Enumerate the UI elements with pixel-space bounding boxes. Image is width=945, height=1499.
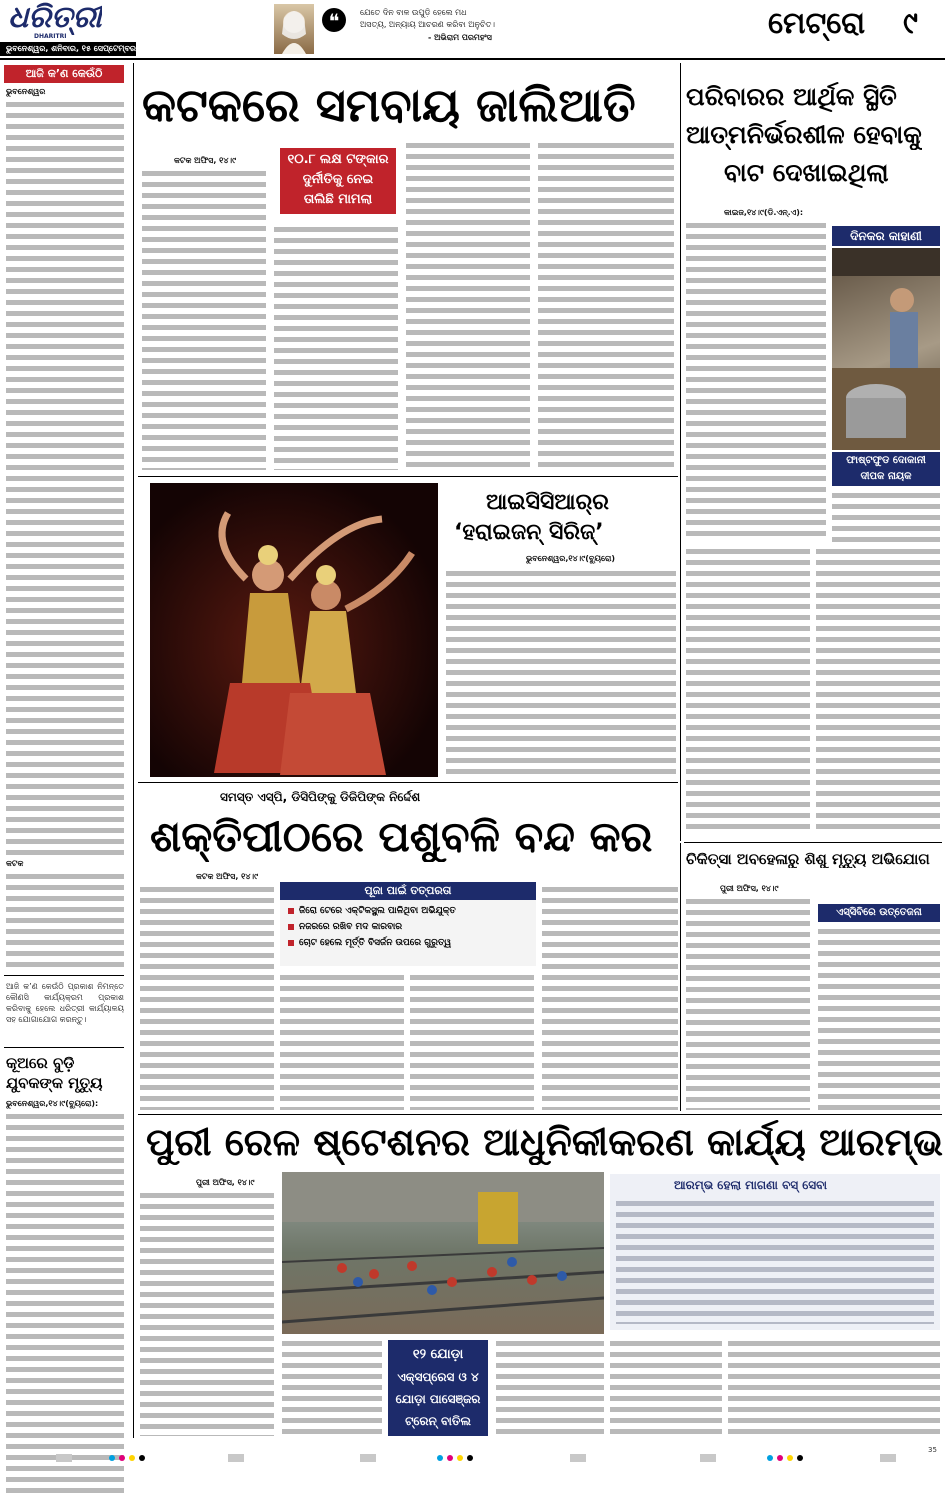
puri-col-1 — [140, 1190, 274, 1436]
sidebar-city-1: ଭୁବନେଶ୍ୱର — [6, 87, 46, 96]
fastfood-stall-photo — [832, 248, 940, 450]
shakti-box — [280, 882, 536, 966]
family-caption-2: ଦୀପକ ନାୟକ — [860, 471, 912, 482]
page-number: ୯ — [903, 6, 918, 41]
shakti-col-3 — [410, 972, 534, 1110]
shakti-col-1 — [140, 884, 274, 1110]
quote-line-2: ଅସତ୍ୟ, ଅନ୍ୟାୟ ଆଚରଣ କରିବା ଅନୁଚିତ। — [360, 20, 496, 29]
family-headline-3: ବାଟ ଦେଖାଇଥିଲା — [724, 158, 889, 187]
family-photo — [832, 248, 940, 450]
child-col-2 — [818, 926, 940, 1110]
child-top-rule — [684, 842, 942, 843]
print-registration-bar — [0, 1446, 945, 1472]
child-headline: ଚିକିତ୍ସା ଅବହେଳାରୁ ଶିଶୁ ମୃତ୍ୟୁ ଅଭିଯୋଗ — [686, 850, 930, 868]
quote-mark-icon: ❝ — [322, 8, 346, 32]
lead-box-line-2: ଦୁର୍ନୀତିକୁ ନେଇ — [302, 172, 374, 187]
shakti-box-title: ପୂଜା ପାଇଁ ତତ୍ପରତା — [280, 882, 536, 900]
sidebar-events-list — [6, 99, 124, 855]
family-col-3 — [686, 546, 810, 834]
sidebar — [4, 63, 132, 1443]
shakti-headline: ଶକ୍ତିପୀଠରେ ପଶୁବଳି ବନ୍ଦ କର — [150, 812, 653, 861]
lead-headline: କଟକରେ ସମବାୟ ଜାଲିଆତି — [142, 78, 636, 132]
puri-headline: ପୁରୀ ରେଳ ଷ୍ଟେଶନର ଆଧୁନିକୀକରଣ କାର୍ଯ୍ୟ ଆରମ୍ଭ — [146, 1120, 944, 1164]
quote-author: - ଅଭିରାମ ପରମହଂସ — [428, 33, 492, 42]
sidebar-rule-2 — [4, 1047, 124, 1048]
sidebar-divider — [133, 63, 134, 1438]
puri-box-line-3: ଯୋଡ଼ା ପାସେଞ୍ଜର — [395, 1392, 481, 1406]
family-headline-2: ଆତ୍ମନିର୍ଭରଶୀଳ ହେବାକୁ — [686, 120, 922, 149]
bullet-square-icon — [288, 940, 294, 946]
right-column-divider — [680, 63, 681, 841]
shakti-box-item-3 — [288, 938, 536, 948]
shakti-box-item-3-text: ଚୋଟ ହେଲେ ମୂର୍ତ୍ତି ବିସର୍ଜନ ଉପରେ ଗୁରୁତ୍ୱ — [299, 938, 452, 948]
child-divider — [680, 843, 681, 1111]
dateline: ଭୁବନେଶ୍ୱର, ଶନିବାର, ୧୫ ସେପ୍ଟେମ୍ବର, ୨୦୧୮ — [6, 44, 160, 53]
puri-box-line-4: ଟ୍ରେନ୍ ବାତିଲ — [405, 1414, 471, 1428]
masthead-rule — [0, 58, 945, 60]
family-col-1 — [686, 220, 826, 542]
shakti-dateline: କଟକ ଅଫିସ, ୧୪।୯ — [196, 872, 259, 881]
family-headline-1: ପରିବାରର ଆର୍ଥିକ ସ୍ଥିତି — [686, 82, 897, 111]
icsr-headline-1: ଆଇସିସିଆର୍‌ର — [486, 490, 609, 515]
icsr-dateline: ଭୁବନେଶ୍ୱର,୧୪।୯(ବ୍ୟୁରୋ) — [526, 554, 615, 563]
puri-dateline: ପୁରୀ ଅଫିସ, ୧୪।୯ — [196, 1178, 255, 1187]
shakti-box-item-2-text: ନଜରରେ ରଖିବ ମଦ କାରବାର — [299, 922, 403, 932]
sidebar-note: ଆଜି କ’ଣ କେଉଁଠି ପ୍ରକାଶ ନିମନ୍ତେ କୌଣସି କାର୍ଯ୍ୟକ୍ରମ ପ୍ରକାଶ କରିବାକୁ ହେଲେ ଧରିତ୍ରୀ କାର୍ଯ୍ୟାଳୟ ସହ ଯୋଗାଯୋଗ କରନ୍ତୁ। — [6, 982, 124, 1024]
registration-marks-icon — [0, 1446, 945, 1472]
bus-service-title: ଆରମ୍ଭ ହେଲା ମାଗଣା ବସ୍ ସେବା — [674, 1178, 828, 1192]
bus-service-box — [610, 1174, 940, 1330]
lead-box-line-3: ତାଲିଛି ମାମଲା — [303, 192, 373, 207]
sidebar-events-list-2 — [6, 871, 124, 967]
lead-box-line-1: ୧୦.୮ ଲକ୍ଷ ଟଙ୍କାର — [287, 152, 389, 167]
sidebar-story-body — [6, 1111, 124, 1499]
sidebar-title: ଆଜି କ’ଣ କେଉଁଠି — [4, 65, 124, 83]
family-box-title: ଦିନକର କାହାଣୀ — [832, 226, 940, 246]
shakti-col-2 — [280, 972, 404, 1110]
icsr-headline-2: ‘ହରାଇଜନ୍ ସିରିଜ୍’ — [454, 520, 604, 545]
sidebar-city-2: କଟକ — [6, 859, 24, 868]
railway-photo — [282, 1172, 604, 1334]
masthead — [0, 0, 945, 62]
sidebar-story-title: କୂଅରେ ବୁଡ଼ି ଯୁବକଙ୍କ ମୃତ୍ୟୁ — [6, 1054, 103, 1092]
bullet-square-icon — [288, 924, 294, 930]
dance-photo — [150, 483, 438, 777]
railway-station-photo — [282, 1172, 604, 1334]
puri-trains-box — [388, 1340, 488, 1436]
shakti-col-4 — [542, 884, 678, 1110]
shakti-box-item-2 — [288, 922, 536, 932]
lead-dateline: କଟକ ଅଫିସ, ୧୪।୯ — [174, 156, 237, 165]
icsr-body — [446, 568, 676, 774]
lead-col-4 — [538, 140, 674, 470]
shakti-kicker: ସମସ୍ତ ଏସ୍‌ପି, ଡିସିପିଙ୍କୁ ଡିଜିପିଙ୍କ ନିର୍ଦ୍ଦେଶ — [220, 790, 421, 804]
family-dateline: କାଇଜ,୧୪।୯(ଡି.ଏନ୍.ଏ): — [724, 208, 804, 217]
page-mark: 35 — [928, 1446, 937, 1454]
child-dateline: ପୁରୀ ଅଫିସ, ୧୪।୯ — [720, 884, 779, 893]
child-col-1 — [686, 896, 810, 1110]
portrait-icon — [274, 4, 314, 54]
puri-top-rule — [138, 1114, 942, 1115]
shakti-box-item-1 — [288, 906, 536, 916]
bullet-square-icon — [288, 908, 294, 914]
sidebar-rule — [4, 975, 124, 976]
puri-col-5 — [728, 1338, 940, 1436]
family-col-4 — [816, 546, 940, 834]
newspaper-logo: ଧରିତ୍ରୀ — [8, 0, 102, 35]
child-box-title: ଏସ୍‌ସିବିରେ ଉତ୍ତେଜନା — [818, 904, 940, 922]
lead-highlight-box — [280, 148, 396, 214]
family-photo-caption — [832, 452, 940, 486]
sidebar-story-dateline: ଭୁବନେଶ୍ୱର,୧୪।୯(ବ୍ୟୁରୋ): — [6, 1099, 99, 1108]
odissi-dancers-photo — [150, 483, 438, 777]
bus-service-body — [616, 1198, 934, 1324]
lead-col-1 — [142, 168, 266, 470]
family-caption-1: ଫାଷ୍ଟଫୁଡ ଦୋକାନୀ — [846, 455, 926, 466]
lead-col-2 — [274, 224, 398, 470]
author-portrait — [274, 4, 314, 54]
family-col-2 — [832, 490, 940, 542]
family-story — [684, 64, 942, 840]
puri-box-line-1: ୧୨ ଯୋଡ଼ା — [412, 1347, 464, 1362]
section-title: ମେଟ୍ରୋ — [768, 6, 866, 41]
shakti-box-item-1-text: ଜିରୋ ଟେରେ ଏକ୍ଟିକସ୍ଫ୍ଲ ପାଳିଥିବା ଅଭିଯୁକ୍ତ — [299, 906, 456, 916]
newspaper-logo-sub: DHARITRI — [34, 33, 67, 40]
puri-col-3 — [496, 1338, 604, 1436]
dance-bottom-rule — [138, 782, 678, 783]
lead-col-3 — [406, 140, 530, 470]
puri-box-line-2: ଏକ୍ସପ୍ରେସ ଓ ୪ — [397, 1370, 479, 1384]
lead-story — [138, 64, 678, 474]
quote-line-1: ଯେତେ ଦିନ ବାଳ ଉପୁଡ଼ି ହେଲେ ମଧ — [360, 8, 467, 17]
puri-col-4 — [610, 1338, 722, 1436]
lead-bottom-rule — [138, 476, 678, 477]
puri-col-2 — [282, 1338, 382, 1436]
